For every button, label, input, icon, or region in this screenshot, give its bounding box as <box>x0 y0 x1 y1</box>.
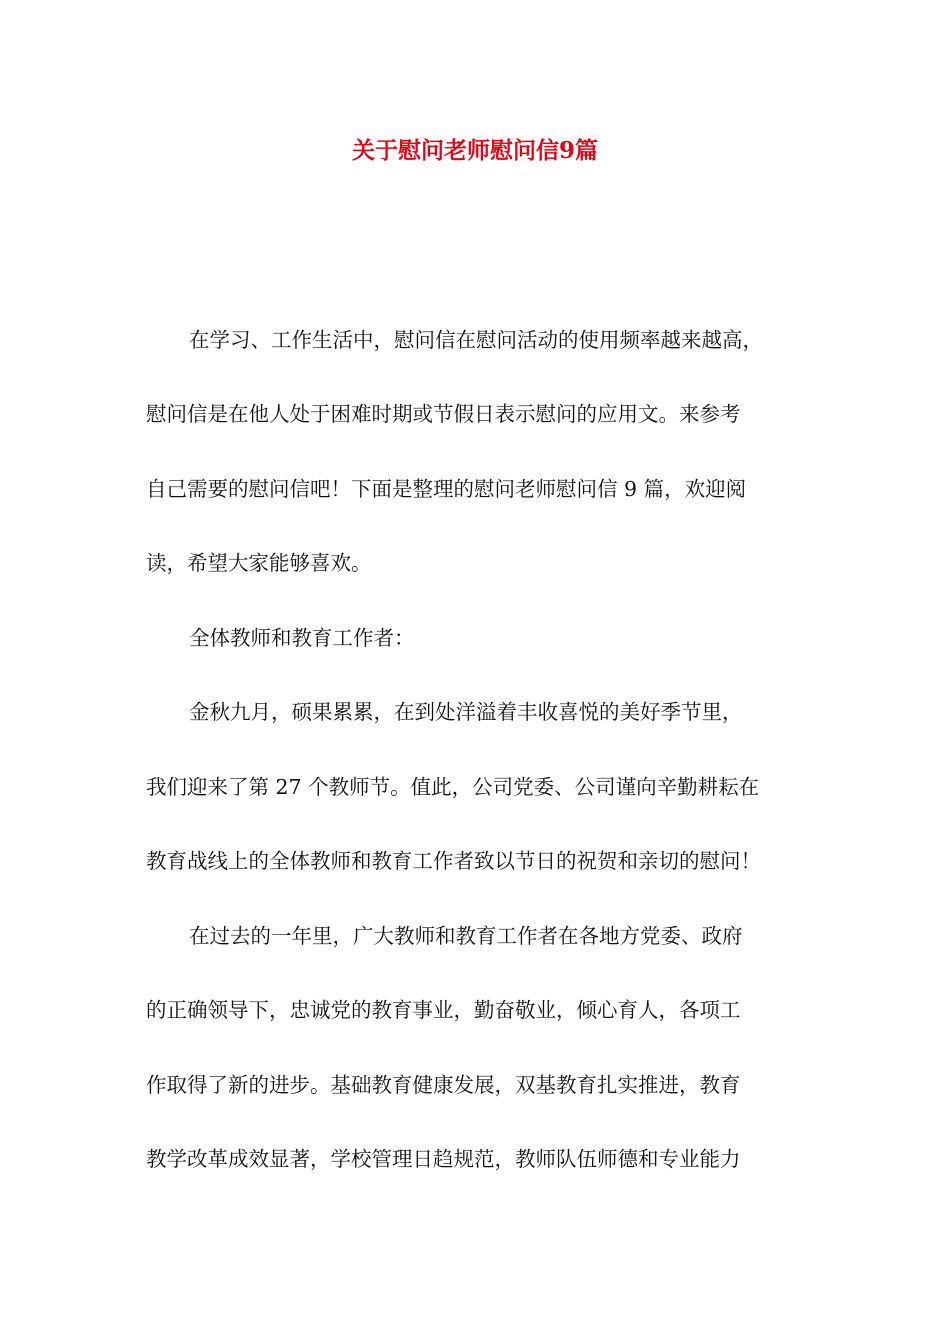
paragraph-line: 教育战线上的全体教师和教育工作者致以节日的祝贺和亲切的慰问！ <box>146 849 761 873</box>
paragraph-line: 我们迎来了第 27 个教师节。值此，公司党委、公司谨向辛勤耕耘在 <box>146 775 760 799</box>
paragraph-line: 在过去的一年里，广大教师和教育工作者在各地方党委、政府 <box>189 924 743 948</box>
paragraph-line: 在学习、工作生活中，慰问信在慰问活动的使用频率越来越高， <box>189 328 763 352</box>
paragraph-line: 慰问信是在他人处于困难时期或节假日表示慰问的应用文。来参考 <box>146 402 741 426</box>
paragraph-line: 的正确领导下，忠诚党的教育事业，勤奋敬业，倾心育人，各项工 <box>146 998 741 1022</box>
document-title: 关于慰问老师慰问信9篇 <box>351 137 598 164</box>
paragraph-line: 作取得了新的进步。基础教育健康发展，双基教育扎实推进，教育 <box>146 1073 741 1097</box>
salutation-line: 全体教师和教育工作者： <box>189 626 415 650</box>
paragraph-line: 读，希望大家能够喜欢。 <box>146 551 372 575</box>
paragraph-line: 金秋九月，硕果累累，在到处洋溢着丰收喜悦的美好季节里， <box>189 700 743 724</box>
paragraph-line: 自己需要的慰问信吧！下面是整理的慰问老师慰问信 9 篇，欢迎阅 <box>146 477 747 501</box>
paragraph-line: 教学改革成效显著，学校管理日趋规范，教师队伍师德和专业能力 <box>146 1147 741 1171</box>
